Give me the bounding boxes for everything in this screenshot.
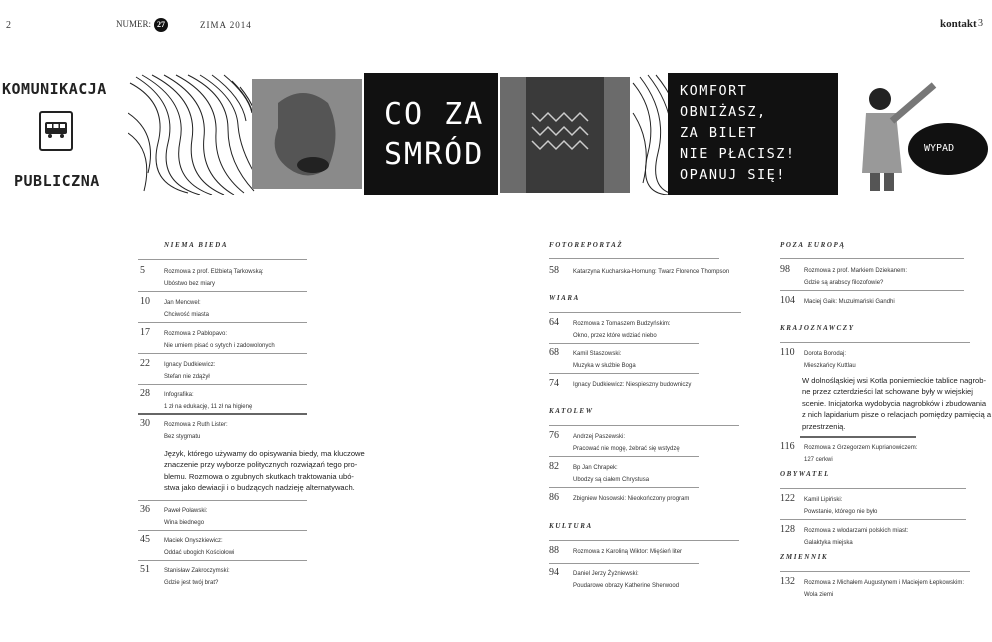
divider — [780, 258, 964, 259]
entry-text: Rozmowa z Grzegorzem Kuprianowiczem: 127 cerkwi — [804, 445, 918, 463]
entry-text: Ignacy Dudkiewicz: Stefan nie zdążył — [164, 362, 216, 380]
page-number: 28 — [140, 388, 150, 399]
section-title-katolew: KATOLEW — [549, 407, 594, 415]
page-number: 98 — [780, 264, 790, 275]
page-number: 36 — [140, 504, 150, 515]
page-number: 51 — [140, 564, 150, 575]
section-title-obywatel: OBYWATEL — [780, 470, 831, 478]
page-number: 22 — [140, 358, 150, 369]
divider — [549, 487, 699, 488]
page-number: 64 — [549, 317, 559, 328]
entry-text: Rozmowa z prof. Elżbietą Tarkowską: Ubóstwo bez miary — [164, 269, 264, 287]
page-number: 17 — [140, 327, 150, 338]
page-number: 5 — [140, 265, 145, 276]
divider — [549, 540, 739, 541]
section-title-top: KOMUNIKACJA — [2, 80, 107, 98]
issue-label-text: NUMER: — [116, 19, 152, 30]
section-title-poza-europa: POZA EUROPĄ — [780, 241, 846, 249]
page-number: 68 — [549, 347, 559, 358]
divider — [138, 413, 307, 415]
entry-text: Rozmowa z włodarzami polskich miast: Galaktyka miejska — [804, 528, 909, 546]
section-title-niema-bieda: NIEMA BIEDA — [164, 241, 229, 249]
banner-panel-2-line-2: OBNIŻASZ, — [680, 104, 767, 120]
section-title-zmiennik: ZMIENNIK — [780, 553, 829, 561]
section-title-bottom: PUBLICZNA — [14, 172, 100, 190]
entry-text: Jan Mencwel: Chciwość miasta — [164, 300, 210, 318]
entry-text: Maciek Onyszkiewicz: Oddać ubogich Kościołowi — [164, 538, 235, 556]
divider — [549, 456, 699, 457]
entry-text: Rozmowa z prof. Markiem Dziekanem: Gdzie są arabscy filozofowie? — [804, 268, 908, 286]
entry-text: Daniel Jerzy Żyżniewski: Poudarowe obrazy Katherine Sherwood — [573, 571, 680, 589]
banner-panel-1-text — [384, 95, 484, 175]
divider — [549, 563, 699, 564]
entry-text: Zbigniew Nosowski: Nieokończony program — [573, 496, 690, 502]
section-title-wiara: WIARA — [549, 294, 580, 302]
page-number: 86 — [549, 492, 559, 503]
comic-banner — [128, 73, 992, 195]
left-page-number: 2 — [6, 20, 11, 31]
divider — [800, 436, 916, 438]
issue-label — [116, 18, 168, 32]
section-title-fotoreportaz: FOTOREPORTAŻ — [549, 241, 624, 249]
divider — [780, 571, 970, 572]
lead-paragraph: W dolnośląskiej wsi Kotla poniemieckie tablice nagrob- ne przez czterdzieści lat schowane były w wiejskiej scenie. Inicjatorka wydobycia nagrobków i zbudowania z nich lapidarium pisze o relacjach pomiędzy pamięcią a przestrzenią. — [802, 376, 992, 431]
entry-text: Infografika: 1 zł na edukację, 11 zł na higienę — [164, 392, 253, 410]
divider — [549, 343, 699, 344]
entry-text: Katarzyna Kucharska-Hornung: Twarz Florence Thompson — [573, 269, 730, 275]
divider — [780, 519, 966, 520]
divider — [780, 342, 970, 343]
banner-illustration — [128, 73, 992, 195]
entry-text: Rozmowa z Tomaszem Budzyńskim: Okno, przez które wdziać niebo — [573, 321, 671, 339]
divider — [138, 322, 307, 323]
lead-paragraph: Język, którego używamy do opisywania biedy, ma kluczowe znaczenie przy wyborze politycznych rozwiązań tego pro- blemu. Rozmowa o zgubnych skutkach traktowania ubó- stwa jako dewiacji i o budzących nadzieję alternatywach. — [164, 449, 365, 493]
divider — [780, 290, 964, 291]
page-number: 30 — [140, 418, 150, 429]
speech-bubble-text: WYPAD — [924, 143, 955, 154]
page-number: 110 — [780, 347, 795, 358]
entry-text: Andrzej Paszewski: Pracować nie mogę, żebrać się wstydzę — [573, 434, 680, 452]
banner-panel-2-line-1: KOMFORT — [680, 83, 748, 99]
divider — [138, 384, 307, 385]
divider — [138, 259, 307, 260]
banner-panel-2-line-3: ZA BILET — [680, 125, 758, 141]
banner-panel-2-line-5: OPANUJ SIĘ! — [680, 167, 786, 183]
banner-panel-2-line-4: NIE PŁACISZ! — [680, 146, 796, 162]
divider — [549, 425, 739, 426]
entry-text: Dorota Borodaj: Mieszkańcy Kuttlau — [804, 351, 856, 369]
issue-season: ZIMA 2014 — [200, 20, 252, 30]
banner-panel-1-line-1: CO ZA — [384, 97, 485, 132]
divider — [549, 312, 741, 313]
divider — [549, 258, 719, 259]
entry-text: Ignacy Dudkiewicz: Niespieszny budowniczy — [573, 382, 692, 388]
divider — [138, 530, 307, 531]
entry-text: Kamil Lipiński: Powstanie, którego nie było — [804, 497, 878, 515]
page-number: 88 — [549, 545, 559, 556]
page-number: 94 — [549, 567, 559, 578]
divider — [138, 353, 307, 354]
entry-text: Rozmowa z Ruth Lister: Bez stygmatu — [164, 422, 228, 440]
page-number: 76 — [549, 430, 559, 441]
issue-number-badge: 27 — [154, 18, 168, 32]
divider — [138, 500, 307, 501]
entry-text: Stanisław Zakroczymski: Gdzie jest twój brat? — [164, 568, 230, 586]
page-number: 82 — [549, 461, 559, 472]
entry-text: Rozmowa z Michałem Augustynem i Maciejem Łepkowskim: Wola ziemi — [804, 580, 965, 598]
entry-text: Bp Jan Chrapek: Ubodzy są ciałem Chrystusa — [573, 465, 650, 483]
entry-text: Rozmowa z Karoliną Wiktor: Mięśień liter — [573, 549, 683, 555]
bus-sign-icon — [38, 110, 74, 152]
page-number: 132 — [780, 576, 795, 587]
right-page-number: 3 — [978, 18, 983, 29]
banner-panel-1-line-2: SMRÓD — [384, 137, 485, 172]
banner-panel-2-text — [680, 81, 796, 186]
divider — [138, 291, 307, 292]
page-number: 74 — [549, 378, 559, 389]
page-number: 45 — [140, 534, 150, 545]
entry-text: Paweł Poławski: Wina biednego — [164, 508, 208, 526]
page-number: 122 — [780, 493, 795, 504]
page-number: 10 — [140, 296, 150, 307]
section-title-kultura: KULTURA — [549, 522, 593, 530]
entry-text: Rozmowa z Pablopavo: Nie umiem pisać o sytych i zadowolonych — [164, 331, 275, 349]
brand-logo: kontakt — [940, 18, 977, 30]
page-number: 104 — [780, 295, 795, 306]
divider — [138, 560, 307, 561]
section-title-krajoznawczy: KRAJOZNAWCZY — [780, 324, 855, 332]
entry-text: Kamil Staszowski: Muzyka w służbie Boga — [573, 351, 636, 369]
page-number: 128 — [780, 524, 795, 535]
divider — [780, 488, 966, 489]
divider — [549, 373, 699, 374]
page-number: 116 — [780, 441, 795, 452]
page-number: 58 — [549, 265, 559, 276]
entry-text: Maciej Gaik: Muzułmański Gandhi — [804, 299, 895, 305]
